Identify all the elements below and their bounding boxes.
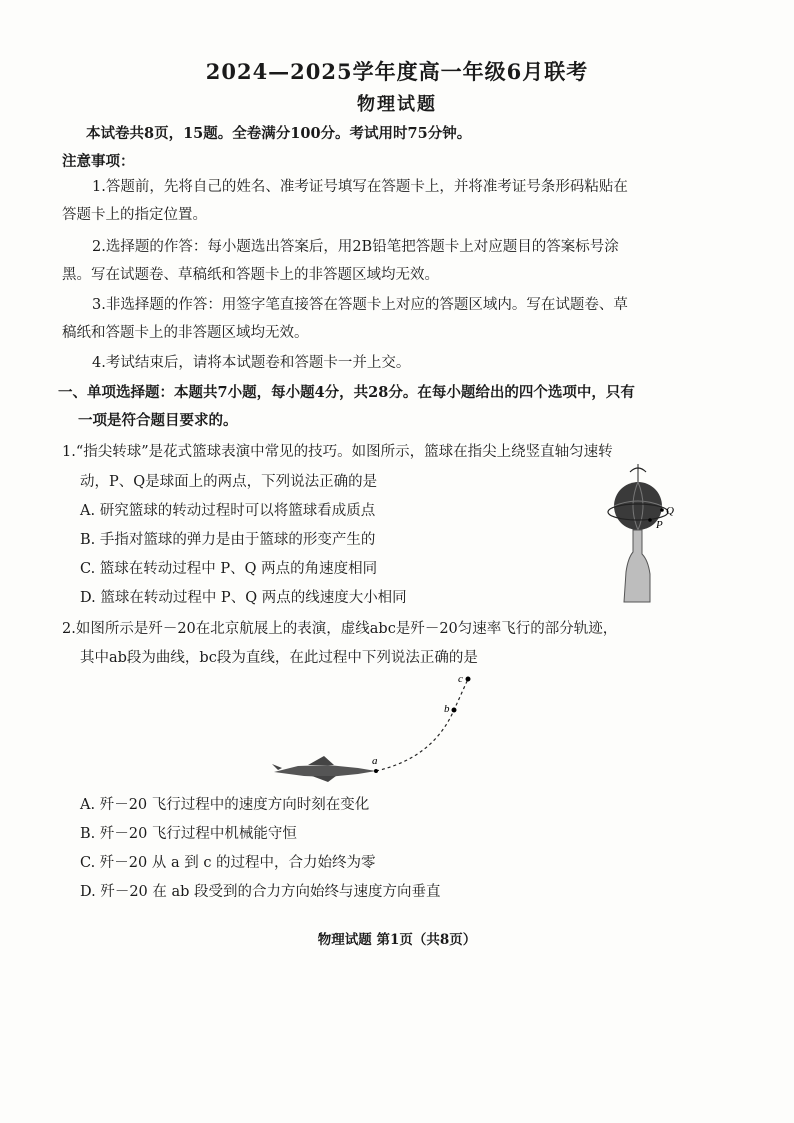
- notice-item-2-line-1: 2.选择题的作答：每小题选出答案后，用2B铅笔把答题卡上对应题目的答案标号涂: [92, 239, 619, 255]
- question-1-option-a: A. 研究篮球的转动过程时可以将篮球看成质点: [80, 503, 376, 519]
- point-c-marker: [466, 677, 471, 682]
- question-1-option-d: D. 篮球在转动过程中 P、Q 两点的线速度大小相同: [80, 590, 407, 606]
- jet-fighter-icon: [274, 765, 376, 777]
- notice-item-3-line-2: 稿纸和答题卡上的非答题区域均无效。: [62, 325, 309, 341]
- question-2-option-d: D. 歼－20 在 ab 段受到的合力方向始终与速度方向垂直: [80, 884, 441, 900]
- question-1-stem-line-2: 动，P、Q是球面上的两点，下列说法正确的是: [80, 474, 378, 490]
- j20-flight-path-figure: [268, 668, 488, 788]
- point-q-label: Q: [666, 505, 674, 517]
- notice-item-1-line-2: 答题卡上的指定位置。: [62, 207, 207, 223]
- point-q-marker: [660, 508, 664, 512]
- spinning-basketball-figure: [600, 462, 680, 610]
- basketball-icon: [614, 482, 662, 530]
- point-b-label: b: [444, 703, 450, 715]
- question-2-option-c: C. 歼－20 从 a 到 c 的过程中，合力始终为零: [80, 855, 376, 871]
- question-2-stem-line-2: 其中ab段为曲线，bc段为直线，在此过程中下列说法正确的是: [80, 650, 478, 666]
- question-2-option-b: B. 歼－20 飞行过程中机械能守恒: [80, 826, 297, 842]
- exam-subject: 物理试题: [357, 94, 437, 115]
- point-a-marker: [374, 769, 378, 773]
- trajectory-dashed-line: [376, 679, 468, 771]
- point-p-marker: [648, 518, 652, 522]
- question-2-option-a: A. 歼－20 飞行过程中的速度方向时刻在变化: [80, 797, 370, 813]
- notice-item-3-line-1: 3.非选择题的作答：用签字笔直接答在答题卡上对应的答题区域内。写在试题卷、草: [92, 297, 628, 313]
- question-1-option-b: B. 手指对篮球的弹力是由于篮球的形变产生的: [80, 532, 376, 548]
- question-2-stem-line-1: 2.如图所示是歼－20在北京航展上的表演，虚线abc是歼－20匀速率飞行的部分轨迹，: [62, 621, 618, 637]
- notice-item-2-line-2: 黑。写在试题卷、草稿纸和答题卡上的非答题区域均无效。: [62, 267, 439, 283]
- notice-item-4: 4.考试结束后，请将本试题卷和答题卡一并上交。: [92, 355, 411, 371]
- question-1-option-c: C. 篮球在转动过程中 P、Q 两点的角速度相同: [80, 561, 378, 577]
- point-c-label: c: [458, 673, 463, 685]
- section-1-heading-line-1: 一、单项选择题：本题共7小题，每小题4分，共28分。在每小题给出的四个选项中，只有: [58, 384, 635, 401]
- question-1-stem-line-1: 1.“指尖转球”是花式篮球表演中常见的技巧。如图所示，篮球在指尖上绕竖直轴匀速转: [62, 444, 613, 460]
- exam-title: 2024—2025学年度高一年级6月联考: [205, 59, 589, 84]
- notice-heading: 注意事项：: [62, 153, 135, 170]
- notice-item-1-line-1: 1.答题前，先将自己的姓名、准考证号填写在答题卡上，并将准考证号条形码粘贴在: [92, 179, 628, 195]
- hand-icon: [624, 530, 650, 602]
- point-b-marker: [452, 708, 457, 713]
- point-a-label: a: [372, 755, 378, 767]
- section-1-heading-line-2: 一项是符合题目要求的。: [78, 412, 238, 429]
- point-p-label: P: [656, 519, 663, 531]
- page-footer: 物理试题 第1页（共8页）: [317, 932, 477, 948]
- exam-intro: 本试卷共8页，15题。全卷满分100分。考试用时75分钟。: [86, 125, 472, 142]
